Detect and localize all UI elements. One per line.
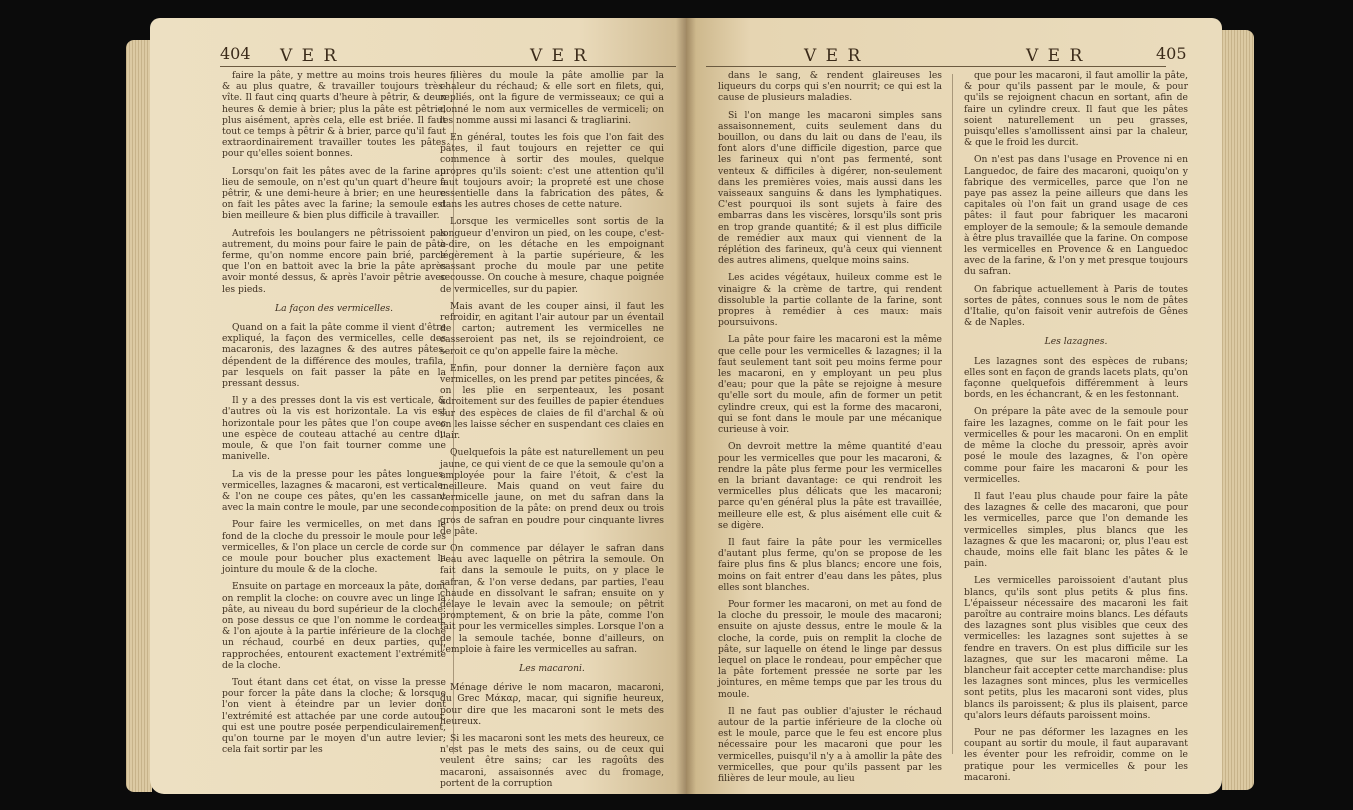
paragraph: Ménage dérive le nom macaron, macaroni, du Grec Μάκαρ, macar, qui signifie heureux, pour dire que les macaroni sont le mets des heureux.	[440, 682, 664, 727]
paragraph: Ensuite on partage en morceaux la pâte, dont on remplit la cloche: on couvre avec un linge la pâte, au niveau du bord supérieur de la cloche: on pose dessus ce que l'on nomme le cordeau, & l'on ajoute à la partie inférieure de la cloche un réchaud, courbé en deux parties, qui, rapprochées, entourent exactement l'extrémité de la cloche.	[222, 581, 446, 671]
paragraph: que pour les macaroni, il faut amollir la pâte, & pour qu'ils passent par le moule, & pour qu'ils se rejoignent chacun en sortant, afin de faire un cylindre creux. Il faut que les pâtes soient naturellement un peu grasses, puisqu'elles s'amollissent ainsi par la chaleur, & que le froid les durcit.	[964, 70, 1188, 149]
paragraph: La pâte pour faire les macaroni est la même que celle pour les vermicelles & lazagnes; il la faut seulement tant soit peu moins ferme pour les macaroni, en y employant un peu plus d'eau; pour que la pâte se rejoigne à mesure qu'elle sort du moule, afin de former un petit cylindre creux, qui est la forme des macaroni, qui se font dans le moule par une mécanique curieuse à voir.	[718, 334, 942, 436]
right-page-column-1	[718, 70, 942, 790]
paragraph: Il y a des presses dont la vis est verticale, & d'autres où la vis est horizontale. La vis est horizontale pour les pâtes que l'on coupe avec une espèce de couteau attaché au centre du moule, & que l'on fait tourner comme une manivelle.	[222, 395, 446, 463]
paragraph: On commence par délayer le safran dans l'eau avec laquelle on pêtrira la semoule. On fait dans la semoule le puits, on y place le safran, & l'on verse dedans, par parties, l'eau chaude en dissolvant le safran; ensuite on y délaye le levain avec la semoule; on pêtrit promptement, & on brie la pâte, comme l'on fait pour les vermicelles simples. Lorsque l'on a de la semoule tachée, bonne d'ailleurs, on l'emploie à faire les vermicelles au safran.	[440, 542, 664, 655]
paragraph: Les acides végétaux, huileux comme est le vinaigre & la crème de tartre, qui rendent dissoluble la partie collante de la farine, sont propres à remédier à ces maux: mais poursuivons.	[718, 272, 942, 329]
running-head-right-2: V E R	[1026, 46, 1085, 66]
paragraph: Si les macaroni sont les mets des heureux, ce n'est pas le mets des sains, ou de ceux qui veulent être sains; car les ragoûts des macaroni, assaisonnés avec du fromage, portent de la corruption	[440, 732, 664, 789]
paragraph: Pour faire les vermicelles, on met dans le fond de la cloche du pressoir le moule pour les vermicelles, & l'on place un cercle de corde sur ce moule pour boucher plus exactement la jointure du moule & de la cloche.	[222, 519, 446, 576]
paragraph: dans le sang, & rendent glaireuses les liqueurs du corps qui s'en nourrit; ce qui est la cause de plusieurs maladies.	[718, 70, 942, 104]
left-page	[150, 18, 686, 794]
paragraph: On devroit mettre la même quantité d'eau pour les vermicelles que pour les macaroni, & rendre la pâte plus ferme pour les vermicelles en la briant davantage: ce qui rendroit les vermicelles plus délicats que les macaroni; parce qu'en général plus la pâte est travaillée, meilleure elle est, & plus aisément elle cuit & se digère.	[718, 441, 942, 531]
paragraph: Enfin, pour donner la dernière façon aux vermicelles, on les prend par petites pincées, & on les plie en serpenteaux, les posant adroitement sur des feuilles de papier étendues sur des espèces de claies de fil d'archal & où on les laisse sécher en suspendant ces claies en l'air.	[440, 362, 664, 442]
right-page	[686, 18, 1222, 794]
paragraph: Tout étant dans cet état, on visse la presse pour forcer la pâte dans la cloche; & lorsque l'on vient à éteindre par un levier dont l'extrémité est attachée par une corde autour, qui est une poutre posée perpendiculairement, qu'on tourne par le moyen d'un autre levier; cela fait sortir par les	[222, 676, 446, 756]
page-number-left: 404	[220, 44, 251, 63]
running-head-left-1: V E R	[280, 46, 339, 66]
paragraph: On n'est pas dans l'usage en Provence ni en Languedoc, de faire des macaroni, quoiqu'on y fabrique des vermicelles, parce que l'on ne paye pas assez la peine ailleurs que dans les capitales où l'on fait un grand usage de ces pâtes: il faut pour fabriquer les macaroni employer de la semoule; & la semoule demande à être plus travaillée que la farine. On compose les vermicelles en Provence & en Languedoc avec de la farine, & l'on y met presque toujours du safran.	[964, 154, 1188, 278]
paragraph: Quand on a fait la pâte comme il vient d'être expliqué, la façon des vermicelles, celle des macaronis, des lazagnes & des autres pâtes, dépendent de la différence des moules, trafila, par lesquels on fait passer la pâte en la pressant dessus.	[222, 322, 446, 390]
paragraph: Il faut l'eau plus chaude pour faire la pâte des lazagnes & celle des macaroni, que pour les vermicelles, parce que l'on demande les vermicelles simples, plus blancs que les lazagnes & que les macaroni; or, plus l'eau est chaude, moins elle fait blanc les pâtes & le pain.	[964, 490, 1188, 570]
paragraph: Lorsqu'on fait les pâtes avec de la farine au lieu de semoule, on n'est qu'un quart d'heure à pêtrir, & une demi-heure à brier; en une heure on fait les pâtes avec la farine; la semoule est bien meilleure & bien plus difficile à travailler.	[222, 165, 446, 222]
paragraph: On prépare la pâte avec de la semoule pour faire les lazagnes, comme on le fait pour les vermicelles & pour les macaroni. On en emplit de même la cloche du pressoir, après avoir posé le moule des lazagnes, & l'on opère comme pour faire les macaroni & pour les vermicelles.	[964, 406, 1188, 485]
book-edge-left	[126, 40, 152, 792]
paragraph: Lorsque les vermicelles sont sortis de la longueur d'environ un pied, on les coupe, c'est-à-dire, on les détache en les empoignant légèrement à la partie supérieure, & les cassant proche du moule par une petite secousse. On couche à mesure, chaque poignée de vermicelles, sur du papier.	[440, 216, 664, 295]
column-divider-right	[952, 74, 953, 754]
section-heading: Les lazagnes.	[1044, 336, 1108, 348]
running-head-left-2: V E R	[530, 46, 589, 66]
paragraph: Les lazagnes sont des espèces de rubans; elles sont en façon de grands lacets plats, qu'on façonne quelquefois différemment à leurs bords, en les échancrant, & en les festonnant.	[964, 355, 1188, 401]
paragraph: Si l'on mange les macaroni simples sans assaisonnement, cuits seulement dans du bouillon, ou dans du lait ou dans de l'eau, ils font alors d'une difficile digestion, parce que les farineux qui n'ont pas fermenté, sont venteux & difficiles à digérer, non-seulement dans les premières voies, mais aussi dans les vaisseaux sanguins & dans les lymphatiques. C'est pourquoi ils sont sujets à faire des embarras dans les viscères, lorsqu'ils sont pris en trop grande quantité; & il est plus difficile de remédier aux maux qui viennent de la réplétion des farineux, qu'à ceux qui viennent des autres alimens, quelque moins sains.	[718, 109, 942, 267]
paragraph: Quelquefois la pâte est naturellement un peu jaune, ce qui vient de ce que la semoule qu'on a employée pour la faire l'étoit, & c'est la meilleure. Mais quand on veut faire du vermicelle jaune, on met du safran dans la composition de la pâte: on prend deux ou trois gros de safran en poudre pour cinquante livres de pâte.	[440, 447, 664, 537]
paragraph: filières du moule la pâte amollie par la chaleur du réchaud; & elle sort en filets, qui, repliés, ont la figure de vermisseaux; ce qui a donné le nom aux vermicelles de vermiceli; on les nomme aussi mi lasanci & tragliarini.	[440, 70, 664, 126]
right-page-column-2	[964, 70, 1188, 789]
paragraph: faire la pâte, y mettre au moins trois heures & au plus quatre, & travailler toujours très-vîte. Il faut cinq quarts d'heure à pêtrir, & deux heures & demie à brier; plus la pâte est pêtrie, plus aisément, après cela, elle est briée. Il faut tout ce temps à pêtrir & à brier, parce qu'il faut extraordinairement travailler toutes les pâtes pour qu'elles soient bonnes.	[222, 70, 446, 160]
paragraph: Pour ne pas déformer les lazagnes en les coupant au sortir du moule, il faut auparavant les éventer pour les refroidir, comme on le pratique pour les vermicelles & pour les macaroni.	[964, 726, 1188, 783]
running-head-right-1: V E R	[804, 46, 863, 66]
paragraph: Il ne faut pas oublier d'ajuster le réchaud autour de la partie inférieure de la cloche où est le moule, parce que le feu est encore plus nécessaire pour les macaroni que pour les vermicelles, puisqu'il n'y a à amollir la pâte des vermicelles, que pour qu'ils passent par les filières de leur moule, au lieu	[718, 705, 942, 784]
paragraph: Pour former les macaroni, on met au fond de la cloche du pressoir, le moule des macaroni; ensuite on ajuste dessus, entre le moule & la cloche, la corde, puis on remplit la cloche de pâte, sur laquelle on étend le linge par dessus lequel on place le rondeau, pour empêcher que la pâte fortement pressée ne sorte par les jointures, en même temps que par les trous du moule.	[718, 598, 942, 700]
open-book	[150, 18, 1222, 798]
page-number-right: 405	[1156, 44, 1187, 63]
left-page-column-2	[440, 70, 664, 794]
paragraph: Autrefois les boulangers ne pêtrissoient pas autrement, du moins pour faire le pain de pâte ferme, qu'on nomme encore pain brié, parce que l'on en battoit avec la brie la pâte après avoir monté dessus, & après l'avoir pêtrie avec les pieds.	[222, 227, 446, 295]
header-rule-right	[706, 66, 1166, 67]
paragraph: Les vermicelles paroissoient d'autant plus blancs, qu'ils sont plus petits & plus fins. L'épaisseur nécessaire des macaroni les fait paroître au contraire moins blancs. Les défauts des lazagnes sont plus visibles que ceux des vermicelles: les lazagnes sont sujettes à se fendre en travers. On est plus difficile sur les lazagnes, que sur les macaroni même. La blancheur fait accepter cette marchandise: plus les lazagnes sont minces, plus les vermicelles sont petits, plus les macaroni sont vides, plus blancs ils paroissent; & plus ils plaisent, parce qu'alors leurs défauts paroissent moins.	[964, 575, 1188, 721]
section-heading: La façon des vermicelles.	[274, 302, 394, 314]
paragraph: La vis de la presse pour les pâtes longues, vermicelles, lazagnes & macaroni, est verticale; & l'on ne coupe ces pâtes, qu'en les cassant avec la main contre le moule, par une seconde.	[222, 468, 446, 514]
header-rule-left	[220, 66, 676, 67]
left-page-column-1	[222, 70, 446, 761]
paragraph: Mais avant de les couper ainsi, il faut les refroidir, en agitant l'air autour par un éventail de carton; autrement les vermicelles ne casseroient pas net, ils se rejoindroient, ce seroit ce qu'on appelle faire la mèche.	[440, 300, 664, 357]
paragraph: On fabrique actuellement à Paris de toutes sortes de pâtes, connues sous le nom de pâtes d'Italie, qu'on faisoit venir autrefois de Gênes & de Naples.	[964, 283, 1188, 329]
section-heading: Les macaroni.	[519, 662, 585, 674]
book-gutter	[676, 18, 696, 794]
paragraph: Il faut faire la pâte pour les vermicelles d'autant plus ferme, qu'on se propose de les faire plus fins & plus blancs; encore une fois, moins on fait entrer d'eau dans les pâtes, plus elles sont blanches.	[718, 536, 942, 593]
book-edge-right	[1222, 30, 1254, 790]
paragraph: En général, toutes les fois que l'on fait des pâtes, il faut toujours en rejetter ce qui commence à sortir des moules, quelque propres qu'ils soient: c'est une attention qu'il faut toujours avoir; la propreté est une chose essentielle dans la fabrication des pâtes, & dans les autres choses de cette nature.	[440, 132, 664, 211]
